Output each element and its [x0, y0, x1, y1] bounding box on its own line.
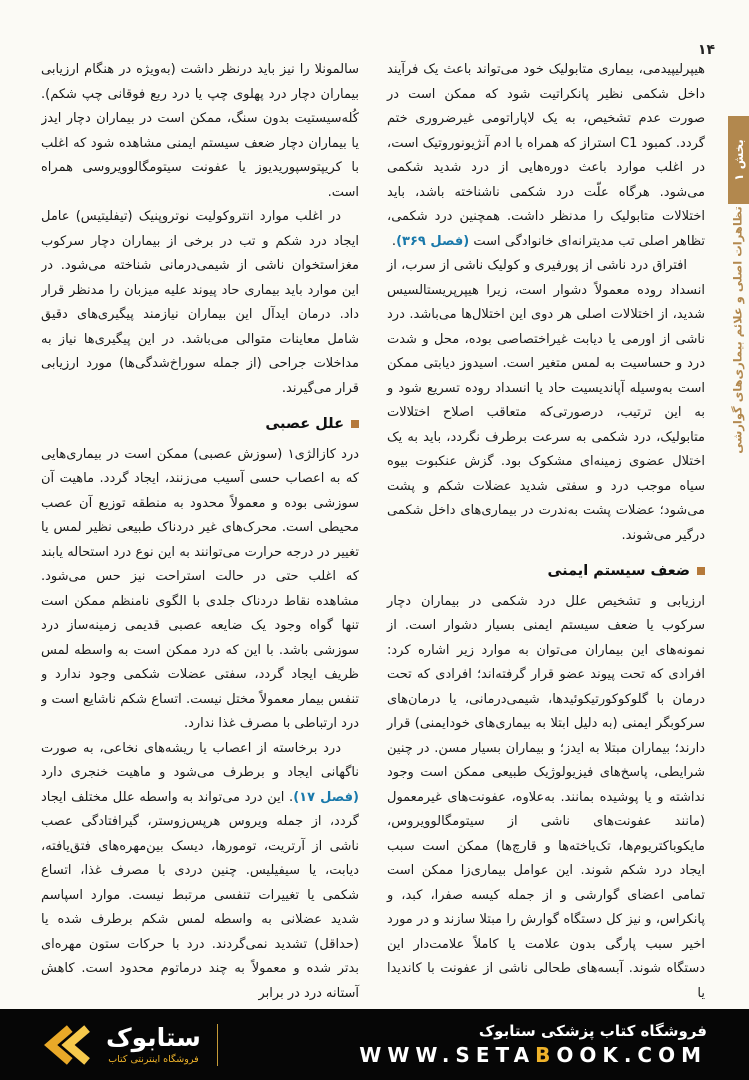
margin-side-label-text: تظاهرات اصلی و علائم بیماری‌های گوارشی [731, 206, 745, 454]
website-url-highlight: B [535, 1043, 557, 1067]
section-tab [728, 116, 749, 204]
heading-text: ضعف سیستم ایمنی [547, 563, 690, 579]
paragraph: سالمونلا را نیز باید درنظر داشت (به‌ویژه در هنگام ارزیابی بیماران دچار درد پهلوی چپ یا درد ربع فوقانی چپ شکم). کُله‌سیستیت بدون سنگ، ممکن است در بیماران دچار ایدز یا بیماران دچار ضعف سیستم ایمنی مشاهده شود که اغلب با کریپتوسپوریدیوز یا عفونت سیتومگالوویروسی همراه است. [41, 62, 359, 200]
paragraph-text: درد برخاسته از اعصاب یا ریشه‌های نخاعی، به صورت ناگهانی ایجاد و برطرف می‌شود و ماهیت خنجری دارد [41, 740, 359, 780]
section-heading-neurologic-causes [41, 412, 359, 437]
heading-text: علل عصبی [265, 416, 344, 432]
website-url[interactable] [359, 1043, 707, 1067]
website-url-part: WWW.SETA [359, 1043, 536, 1067]
paragraph [387, 58, 705, 254]
column-right [387, 58, 705, 1005]
setabook-logo[interactable] [42, 1024, 218, 1066]
footer-store-info [359, 1022, 707, 1067]
paragraph-text: هیپرلیپیدمی، بیماری متابولیک خود می‌تواند باعث یک فرآیند داخل شکمی نظیر پانکراتیت شود که ممکن است در صورت عدم تشخیص، به یک لاپاراتومی غیرضروری ختم گردد. کمبود C1 استراز که همراه با ادم آنژیونوروتیک است، در اغلب موارد باعث دوره‌هایی از درد شدید شکمی می‌شود. هرگاه علّت درد شکمی ناشناخته باشد، باید اختلالات متابولیک را مدنظر داشت. همچنین درد شکمی، تظاهر اصلی تب مدیترانه‌ای خانوادگی است [387, 62, 705, 249]
heading-square-bullet-icon [351, 420, 359, 428]
logo-text-block [106, 1024, 201, 1065]
footer-bar [0, 1009, 749, 1080]
content-columns [41, 58, 705, 1005]
paragraph-text: . این درد می‌تواند به واسطه علل مختلف ایجاد گردد، از جمله ویروس هرپس‌زوستر، گیرافتادگی عصب ناشی از آرتریت، تومورها، دیسک بین‌مهره‌های فتق‌یافته، دیابت، یا سیفیلیس. چنین دردی با مصرف غذا، اتساع شکمی یا تغییرات تنفسی مرتبط نیست. موارد اسپاسم شدید عضلانی به واسطه لمس شکم برطرف شده یا (حداقل) تشدید نمی‌گردند. درد با حرکات ستون مهره‌ای بدتر شده و معمولاً به چند درماتوم محدود است. کاهش آستانه درد در برابر [41, 789, 359, 1001]
paragraph: افتراق درد ناشی از پورفیری و کولیک ناشی از سرب، از انسداد روده معمولاً دشوار است، زیرا هیپرپریستالسیس شدید، از اختلالات اصلی هر دوی این اختلال‌ها می‌باشد. درد ناشی از اورمی یا دیابت غیراختصاصی بوده، محل و شدت درد و حساسیت به لمس متغیر است. اسیدوز دیابتی ممکن است به‌وسیله آپاندیسیت حاد یا انسداد روده تسریع شود و به این ترتیب، درصورتی‌که متعاقب اصلاح اختلالات متابولیک، درد شکمی به سرعت برطرف نگردد، باید به یک اختلال عضوی زمینه‌ای مشکوک بود. گزش عنکبوت بیوه سیاه موجب درد و سفتی شدید عضلات شکم و پشت می‌شود؛ عضلات پشت به‌ندرت در بیماری‌های داخل شکمی درگیر می‌شوند. [387, 258, 705, 543]
heading-square-bullet-icon [697, 567, 705, 575]
logo-divider [217, 1024, 219, 1066]
website-url-part: OOK.COM [556, 1043, 707, 1067]
logo-chevrons-icon [42, 1024, 94, 1066]
logo-subtitle: فروشگاه اینترنتی کتاب [108, 1053, 199, 1065]
chapter-ref-369-link[interactable]: (فصل ۳۶۹) [396, 233, 470, 249]
paragraph: درد کازالژی۱ (سوزش عصبی) ممکن است در بیماری‌هایی که به اعصاب حسی آسیب می‌زنند، ایجاد گردد. ماهیت آن سوزشی بوده و معمولاً محدود به منطقه توزیع آن عصب محیطی است. محرک‌های غیر دردناک طبیعی نظیر لمس یا تغییر در درجه حرارت می‌توانند به این نوع درد استحاله یابند که اغلب حتی در حالت استراحت نیز حس می‌شود. مشاهده نقاط دردناک جلدی با الگوی نامنظم ممکن است تنها گواه وجود یک ضایعه عصبی قدیمی زمینه‌ساز درد سوزشی باشد. با این که درد ممکن است به واسطه لمس ظریف ایجاد گردد، سفتی عضلات شکمی وجود ندارد و تنفس بیمار معمولاً مختل نیست. اتساع شکم ناشایع است و درد ارتباطی با مصرف غذا ندارد. [41, 446, 359, 731]
logo-title: ستابوک [106, 1023, 201, 1053]
section-heading-immune-deficiency [387, 559, 705, 584]
paragraph: ارزیابی و تشخیص علل درد شکمی در بیماران دچار سرکوب یا ضعف سیستم ایمنی بسیار دشوار است. از نمونه‌های این بیماران می‌توان به موارد زیر اشاره کرد: افرادی که تحت پیوند عضو قرار گرفته‌اند؛ افرادی که تحت درمان با گلوکوکورتیکوئیدها، شیمی‌درمانی، یا درمان‌های سرکوبگر ایمنی (به دلیل ابتلا به بیماری‌های خودایمنی) قرار دارند؛ بیماران مبتلا به ایدز؛ و بیماران بسیار مسن. در چنین شرایطی، پاسخ‌های فیزیولوژیک طبیعی ممکن است وجود نداشته و یا پوشیده بمانند. به‌علاوه، عفونت‌های غیرمعمول (مانند عفونت‌های ناشی از سیتومگالوویروس، مایکوباکتریوم‌ها، تک‌یاخته‌ها و قارچ‌ها) ممکن است سبب ایجاد درد شکم شوند. این عوامل بیماری‌زا ممکن است تمامی اعضای گوارشی و از جمله کیسه صفرا، کبد، و پانکراس، و نیز کل دستگاه گوارش را مبتلا سازند و در مورد اخیر سبب پارگی بدون علامت یا کاملاً علامت‌دار این دستگاه شوند. آبسه‌های طحالی ناشی از عفونت با کاندیدا یا [387, 593, 705, 1001]
store-title: فروشگاه کتاب پزشکی ستابوک [478, 1022, 707, 1040]
page-number: ۱۴ [697, 42, 715, 58]
paragraph [41, 737, 359, 1006]
section-tab-label: بخش ۱ [731, 139, 746, 181]
column-left [41, 58, 359, 1005]
margin-side-label [728, 206, 748, 454]
chapter-ref-17-link[interactable]: (فصل ۱۷) [293, 789, 359, 805]
paragraph-text: . [391, 233, 397, 249]
paragraph: در اغلب موارد انتروکولیت نوتروپنیک (تیفلیتیس) عامل ایجاد درد شکم و تب در برخی از بیماران دچار سرکوب مغزاستخوان ناشی از شیمی‌درمانی شناخته می‌شود. در این موارد باید بیماری حاد پیوند علیه میزبان را مدنظر قرار داد. درمان ایدآل این بیماران نیازمند پیگیری‌های دقیق شامل معاینات متوالی می‌باشد. در این پیگیری‌ها نیاز به مداخلات جراحی (از جمله سوراخ‌شدگی‌ها) مورد ارزیابی قرار می‌گیرند. [41, 209, 359, 396]
